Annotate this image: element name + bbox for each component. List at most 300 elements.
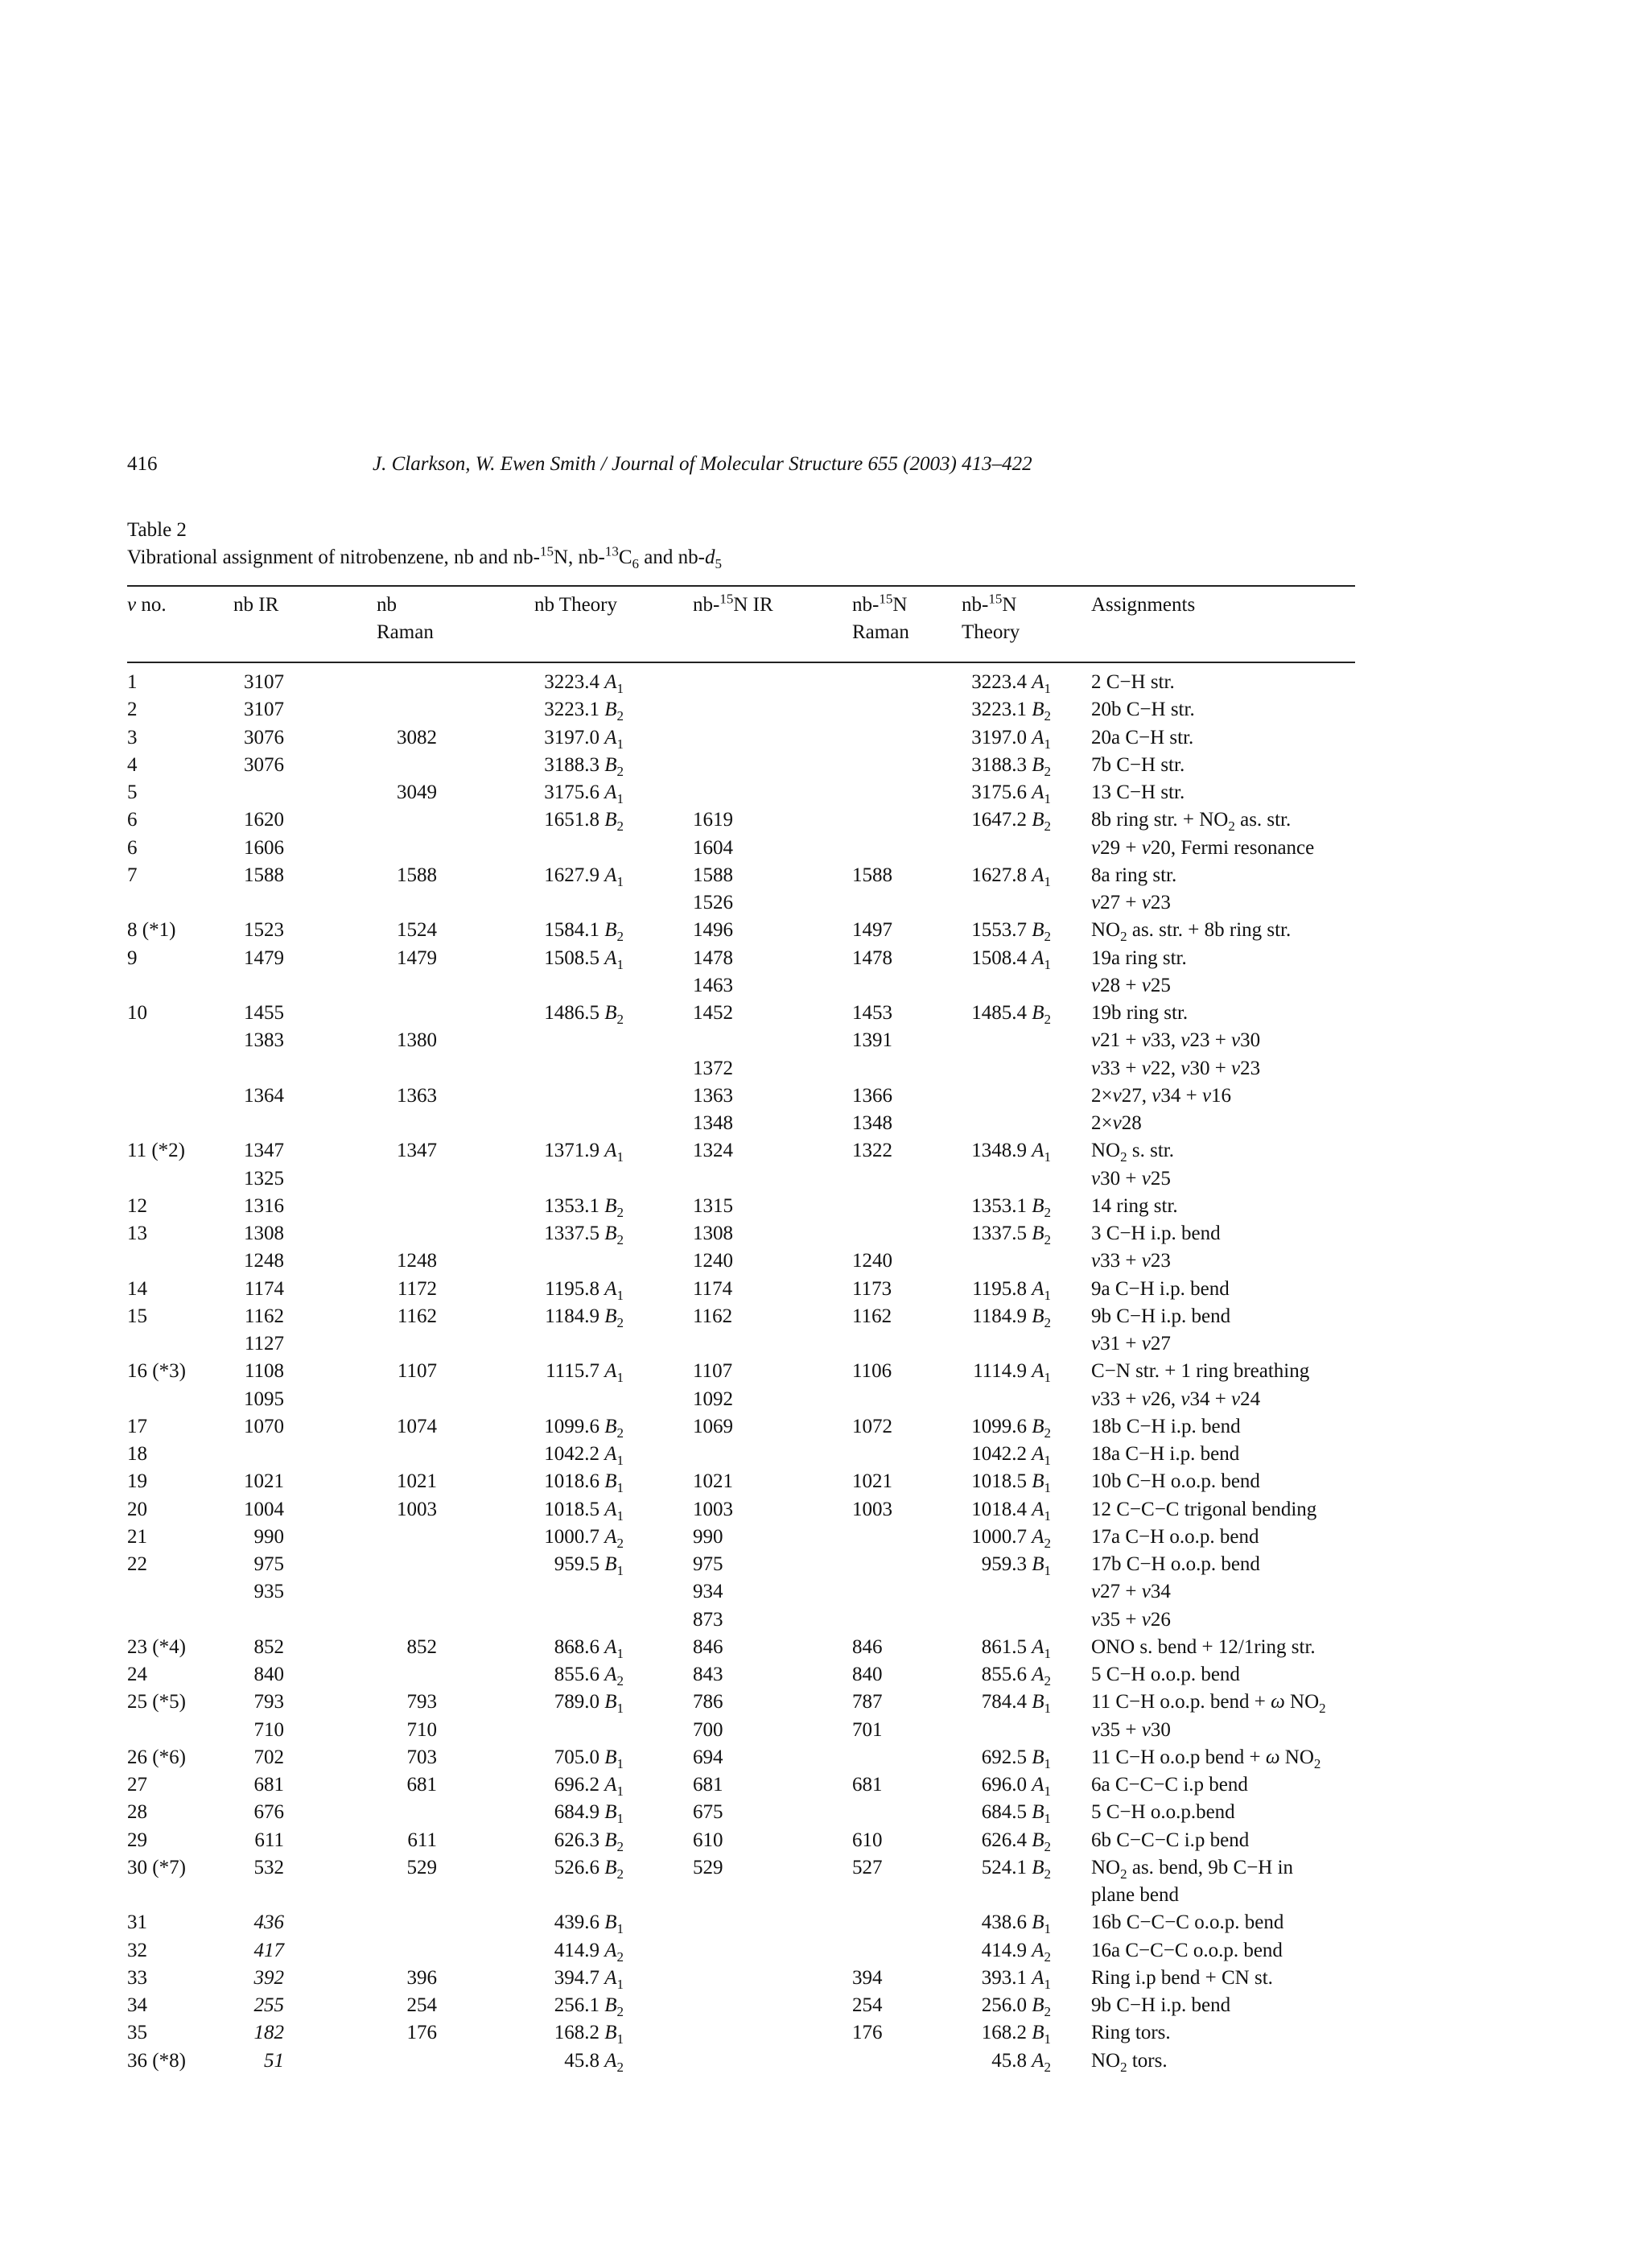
col-nb-ir-cell: 793	[253, 1691, 284, 1713]
col-nu-no-cell: 16 (*3)	[127, 1360, 186, 1383]
col-15n-theory-cell: 1000.7 $A_2$	[971, 1525, 1051, 1551]
col-assignments-cell: $NO_2$ tors.	[1091, 2049, 1168, 2075]
table-row	[0, 1082, 1648, 1110]
col-nb-ir-cell: 1308	[244, 1223, 284, 1244]
col-nu-no-cell: 29	[127, 1829, 147, 1851]
col-15n-theory-cell: 1485.4 $B_2$	[971, 1002, 1051, 1027]
col-nb-theory-cell: 1337.5 $B_2$	[544, 1223, 624, 1247]
col-nu-no-cell: 12	[127, 1194, 147, 1217]
col-nb-theory-cell: 1486.5 $B_2$	[544, 1002, 624, 1027]
table-row	[0, 862, 1648, 889]
col-nb-raman-cell: 3049	[397, 781, 437, 803]
col-nu-no-cell: 7	[127, 864, 138, 886]
col-assignments-cell: ν35 + ν26	[1091, 1608, 1171, 1631]
col-15n-theory-cell: 1018.4 $A_1$	[971, 1498, 1051, 1524]
col-15n-theory-cell: 3197.0 $A_1$	[971, 726, 1051, 752]
col-15n-theory-cell: 45.8 $A_2$	[991, 2049, 1051, 2075]
col-assignments-cell: 10b C−H o.o.p. bend	[1091, 1470, 1260, 1493]
col-nb-ir-cell: 1127	[244, 1333, 284, 1355]
col-nb-raman-cell: 1380	[397, 1029, 437, 1052]
col-nb-raman-cell: 1524	[397, 919, 437, 942]
table-row	[0, 1909, 1648, 1936]
col-assignments-cell: 9b C−H i.p. bend	[1091, 1305, 1231, 1327]
col-nu-no-cell: 23 (*4)	[127, 1635, 186, 1658]
col-15n-theory-cell: 692.5 $B_1$	[981, 1746, 1051, 1771]
col-nu-no-cell: 6	[127, 836, 138, 859]
table-title: Vibrational assignment of nitrobenzene, nb and nb-$^{15}$N, $nb-^{13}C_6$ and $nb-d_5$	[127, 543, 722, 571]
col-nb-theory-header: nb Theory	[534, 594, 617, 616]
col-nb-theory-cell: 256.1 $B_2$	[554, 1994, 624, 2019]
col-15n-ir-cell: 846	[693, 1635, 723, 1658]
table-row	[0, 917, 1648, 944]
col-nb-raman-cell: 611	[407, 1829, 437, 1851]
table-row	[0, 1358, 1648, 1385]
col-nu-no-cell: 25 (*5)	[127, 1691, 186, 1713]
col-nb-ir-cell: 1325	[244, 1167, 284, 1190]
col-assignments-cell: ν29 + ν20, Fermi resonance	[1091, 836, 1315, 859]
col-nb-theory-cell: 3223.1 $B_2$	[544, 699, 624, 724]
col-15n-raman-cell: 394	[852, 1966, 883, 1989]
col-nu-no-cell: 3	[127, 726, 138, 748]
table-row	[0, 1689, 1648, 1716]
col-nb-theory-cell: 855.6 $A_2$	[554, 1664, 624, 1689]
col-assignments-cell: 19b ring str.	[1091, 1002, 1189, 1024]
col-nb-theory-cell: 1000.7 $A_2$	[544, 1525, 624, 1551]
col-assignments-cell: 17b C−H o.o.p. bend	[1091, 1553, 1260, 1575]
col-15n-ir-cell: 610	[693, 1829, 723, 1851]
col-nb-ir-cell: 1248	[244, 1250, 284, 1272]
col-15n-raman-cell: 701	[852, 1718, 883, 1741]
col-assignments-cell: 11 C−H o.o.p bend + ω $NO_2$	[1091, 1746, 1321, 1771]
col-15n-ir-header: nb-$^{15}$N IR	[693, 591, 773, 616]
col-assignments-cell: ν27 + ν23	[1091, 892, 1171, 913]
col-15n-theory-cell: 393.1 $A_1$	[981, 1966, 1051, 1992]
col-nb-raman-cell: 1162	[397, 1305, 437, 1327]
col-nb-theory-cell: 1018.5 $A_1$	[544, 1498, 624, 1524]
col-nb-raman-cell: 1588	[397, 864, 437, 886]
table-row	[0, 1771, 1648, 1799]
col-15n-theory-cell: 1195.8 $A_1$	[972, 1277, 1051, 1303]
col-15n-theory-cell: 1553.7 $B_2$	[971, 919, 1051, 945]
col-assignments-cell: 6b C−C−C i.p bend	[1091, 1829, 1250, 1851]
col-assignments-cell: 8b ring str. + $NO_2$ as. str.	[1091, 809, 1292, 835]
col-nu-no-cell: 30 (*7)	[127, 1856, 186, 1878]
col-assignments-cell: 8a ring str.	[1091, 864, 1177, 886]
col-15n-ir-cell: 1069	[693, 1415, 733, 1437]
col-nb-ir-cell: 1347	[244, 1140, 284, 1162]
col-nb-theory-cell: 439.6 $B_1$	[554, 1911, 624, 1937]
col-15n-theory-cell: 1348.9 $A_1$	[971, 1140, 1051, 1165]
table-row	[0, 669, 1648, 696]
col-15n-raman-cell: 787	[852, 1691, 883, 1713]
col-nu-no-cell: 22	[127, 1553, 147, 1575]
col-15n-ir-cell: 1174	[693, 1277, 733, 1300]
col-nu-no-cell: 31	[127, 1911, 147, 1934]
table-row	[0, 1799, 1648, 1826]
col-15n-theory-header: nb-$^{15}$N Theory	[962, 591, 1020, 643]
col-assignments-cell: ν31 + ν27	[1091, 1333, 1171, 1355]
col-assignments-cell: $NO_2$ s. str.	[1091, 1140, 1174, 1165]
col-nb-ir-cell: 681	[253, 1774, 284, 1796]
col-15n-raman-cell: 254	[852, 1994, 883, 2016]
col-nb-ir-cell: 1588	[244, 864, 284, 886]
col-assignments-cell: 18a C−H i.p. bend	[1091, 1443, 1240, 1465]
col-nb-ir-cell: 392	[253, 1966, 284, 1989]
col-nb-raman-cell: 1172	[397, 1277, 437, 1300]
col-15n-ir-cell: 1588	[693, 864, 733, 886]
col-assignments-cell: ν28 + ν25	[1091, 974, 1171, 996]
table-row	[0, 1137, 1648, 1165]
col-assignments-cell: 11 C−H o.o.p. bend + ω $NO_2$	[1091, 1691, 1326, 1717]
col-assignments-cell: Ring tors.	[1091, 2022, 1171, 2044]
col-assignments-cell: 18b C−H i.p. bend	[1091, 1415, 1241, 1437]
table-row	[0, 1717, 1648, 1744]
col-15n-ir-cell: 1496	[693, 919, 733, 942]
col-15n-raman-cell: 610	[852, 1829, 883, 1851]
col-nb-raman-cell: 1479	[397, 946, 437, 969]
journal-citation: J. Clarkson, W. Ewen Smith / Journal of Molecular Structure 655 (2003) 413–422	[373, 453, 1032, 475]
table-row	[0, 752, 1648, 779]
col-nb-theory-cell: 1584.1 $B_2$	[544, 919, 624, 945]
col-nu-no-cell: 27	[127, 1774, 147, 1796]
table-row	[0, 1413, 1648, 1441]
col-15n-ir-cell: 1348	[693, 1112, 733, 1134]
col-15n-raman-cell: 1072	[852, 1415, 892, 1437]
col-15n-raman-cell: 1173	[852, 1277, 892, 1300]
col-nb-raman-cell: 3082	[397, 726, 437, 748]
col-15n-ir-cell: 681	[693, 1774, 723, 1796]
col-15n-raman-cell: 1366	[852, 1084, 892, 1107]
col-nb-ir-cell: 1108	[244, 1360, 284, 1383]
col-nb-raman-cell: 1003	[397, 1498, 437, 1520]
col-nu-no-cell: 4	[127, 753, 138, 776]
col-15n-raman-cell: 1348	[852, 1112, 892, 1134]
col-15n-ir-cell: 934	[693, 1581, 723, 1603]
running-header	[127, 453, 1366, 480]
col-nb-raman-cell: 1107	[397, 1360, 437, 1383]
col-15n-theory-cell: 168.2 $B_1$	[981, 2022, 1051, 2047]
col-assignments-header: Assignments	[1091, 594, 1196, 616]
col-nb-raman-cell: 852	[406, 1635, 437, 1658]
col-nb-ir-cell: 1455	[244, 1002, 284, 1024]
col-nb-raman-cell: 1021	[397, 1470, 437, 1493]
col-nu-no-cell: 19	[127, 1470, 147, 1493]
table-row	[0, 1992, 1648, 2019]
col-nb-theory-cell: 1353.1 $B_2$	[544, 1194, 624, 1220]
col-15n-raman-cell: 527	[852, 1856, 883, 1878]
col-nb-ir-cell: 1095	[244, 1388, 284, 1410]
col-nu-no-cell: 24	[127, 1664, 147, 1685]
table-row	[0, 1827, 1648, 1854]
col-15n-ir-cell: 1003	[693, 1498, 733, 1520]
col-nb-ir-cell: 1316	[244, 1194, 284, 1217]
col-assignments-cell: ν30 + ν25	[1091, 1167, 1171, 1190]
col-nb-raman-cell: 1248	[397, 1250, 437, 1272]
table-row	[0, 1965, 1648, 1992]
col-nb-ir-cell: 710	[253, 1718, 284, 1741]
table-row	[0, 1468, 1648, 1495]
col-15n-theory-cell: 784.4 $B_1$	[981, 1691, 1051, 1717]
table-row	[0, 696, 1648, 724]
col-15n-ir-cell: 1107	[693, 1360, 733, 1383]
col-nb-theory-cell: 1195.8 $A_1$	[545, 1277, 624, 1303]
col-assignments-cell: Ring i.p bend + CN st.	[1091, 1966, 1273, 1989]
col-assignments-cell: 20b C−H str.	[1091, 699, 1195, 721]
col-15n-ir-cell: 1604	[693, 836, 733, 859]
col-nu-no-cell: 26 (*6)	[127, 1746, 186, 1768]
col-15n-ir-cell: 1478	[693, 946, 733, 969]
col-nb-theory-cell: 696.2 $A_1$	[554, 1774, 624, 1799]
col-assignments-cell: 16b C−C−C o.o.p. bend	[1091, 1911, 1284, 1934]
col-assignments-cell: ν27 + ν34	[1091, 1581, 1171, 1603]
col-15n-theory-cell: 1508.4 $A_1$	[971, 946, 1051, 972]
col-nu-no-cell: 33	[127, 1966, 147, 1989]
col-nb-ir-cell: 1070	[244, 1415, 284, 1437]
col-nb-raman-cell: 1347	[397, 1140, 437, 1162]
col-assignments-cell: 5 C−H o.o.p.bend	[1091, 1801, 1235, 1824]
col-15n-ir-cell: 1162	[693, 1305, 733, 1327]
col-15n-theory-cell: 684.5 $B_1$	[981, 1801, 1051, 1827]
col-15n-ir-cell: 529	[693, 1856, 723, 1878]
col-assignments-cell: 2×ν27, ν34 + ν16	[1091, 1084, 1232, 1107]
col-assignments-cell: $NO_2$ as. bend, 9b C−H in	[1091, 1856, 1294, 1882]
col-15n-ir-cell: 873	[693, 1608, 723, 1631]
table-row	[0, 806, 1648, 834]
col-nb-raman-cell: 710	[406, 1718, 437, 1741]
table-row	[0, 1882, 1648, 1909]
table-row	[0, 972, 1648, 1000]
col-nu-no-cell: 35	[127, 2022, 147, 2044]
col-nu-no-cell: 5	[127, 781, 138, 803]
col-15n-theory-cell: 256.0 $B_2$	[981, 1994, 1051, 2019]
col-15n-theory-cell: 1353.1 $B_2$	[971, 1194, 1051, 1220]
col-nb-raman-header: nb Raman	[377, 594, 434, 643]
col-nb-raman-cell: 254	[406, 1994, 437, 2016]
col-nb-ir-cell: 3107	[244, 671, 284, 693]
col-nb-raman-cell: 396	[406, 1966, 437, 1989]
col-nb-ir-cell: 3076	[244, 753, 284, 776]
col-nu-no-cell: 21	[127, 1525, 147, 1548]
col-15n-ir-cell: 1619	[693, 809, 733, 831]
col-assignments-cell: 5 C−H o.o.p. bend	[1091, 1664, 1240, 1685]
col-nb-theory-cell: 684.9 $B_1$	[554, 1801, 624, 1827]
col-assignments-cell: 17a C−H o.o.p. bend	[1091, 1525, 1259, 1548]
table-caption	[127, 517, 722, 571]
col-nb-theory-cell: 414.9 $A_2$	[554, 1939, 624, 1965]
col-15n-ir-cell: 675	[693, 1801, 723, 1824]
table-row	[0, 1247, 1648, 1275]
col-15n-theory-cell: 1042.2 $A_1$	[971, 1443, 1051, 1468]
col-15n-raman-cell: 1391	[852, 1029, 892, 1052]
col-nu-no-cell: 36 (*8)	[127, 2049, 186, 2072]
col-assignments-cell: 2 C−H str.	[1091, 671, 1175, 693]
col-nb-theory-cell: 1508.5 $A_1$	[544, 946, 624, 972]
col-nu-no-cell: 34	[127, 1994, 147, 2016]
col-15n-theory-cell: 3223.4 $A_1$	[971, 671, 1051, 696]
table-row	[0, 1496, 1648, 1524]
col-nu-no-cell: 28	[127, 1801, 147, 1824]
table-row	[0, 1386, 1648, 1413]
col-nb-raman-cell: 1363	[397, 1084, 437, 1107]
col-nb-theory-cell: 1018.6 $B_1$	[544, 1470, 624, 1496]
col-15n-ir-cell: 843	[693, 1664, 723, 1685]
col-15n-ir-cell: 694	[693, 1746, 723, 1768]
col-assignments-cell: 9b C−H i.p. bend	[1091, 1994, 1231, 2016]
table-row	[0, 1000, 1648, 1027]
col-15n-ir-cell: 990	[693, 1525, 723, 1548]
col-nb-ir-cell: 417	[253, 1939, 284, 1961]
col-nb-ir-cell: 1364	[244, 1084, 284, 1107]
col-assignments-cell: $NO_2$ as. str. + 8b ring str.	[1091, 919, 1292, 945]
col-15n-theory-cell: 1627.8 $A_1$	[971, 864, 1051, 889]
col-15n-ir-cell: 975	[693, 1553, 723, 1575]
col-15n-theory-cell: 1647.2 $B_2$	[971, 809, 1051, 835]
col-nu-no-cell: 20	[127, 1498, 147, 1520]
col-nb-theory-cell: 168.2 $B_1$	[554, 2022, 624, 2047]
table-row	[0, 1055, 1648, 1082]
col-nb-theory-cell: 3175.6 $A_1$	[544, 781, 624, 806]
col-nb-theory-cell: 45.8 $A_2$	[564, 2049, 624, 2075]
col-nb-ir-cell: 975	[253, 1553, 284, 1575]
col-nu-no-cell: 15	[127, 1305, 147, 1327]
col-nb-theory-cell: 868.6 $A_1$	[554, 1635, 624, 1661]
table-row	[0, 1937, 1648, 1965]
col-15n-raman-cell: 1162	[852, 1305, 892, 1327]
table-row	[0, 724, 1648, 752]
col-15n-ir-cell: 1372	[693, 1057, 733, 1079]
table-row	[0, 1634, 1648, 1661]
col-nu-no-cell: 2	[127, 699, 138, 721]
table-row	[0, 779, 1648, 806]
col-assignments-cell: 20a C−H str.	[1091, 726, 1194, 748]
col-assignments-cell: ν33 + ν22, ν30 + ν23	[1091, 1057, 1261, 1079]
col-15n-raman-cell: 846	[852, 1635, 883, 1658]
col-assignments-cell: ONO s. bend + 12/1ring str.	[1091, 1635, 1316, 1658]
table-row	[0, 1193, 1648, 1220]
col-15n-ir-cell: 786	[693, 1691, 723, 1713]
table-row	[0, 1744, 1648, 1771]
col-assignments-cell: ν33 + ν23	[1091, 1250, 1171, 1272]
col-15n-raman-cell: 840	[852, 1664, 883, 1685]
col-15n-raman-cell: 1106	[852, 1360, 892, 1383]
col-nu-no-cell: 8 (*1)	[127, 919, 176, 942]
col-nb-ir-cell: 182	[253, 2022, 284, 2044]
col-15n-ir-cell: 1452	[693, 1002, 733, 1024]
col-nb-theory-cell: 1371.9 $A_1$	[544, 1140, 624, 1165]
col-15n-theory-cell: 1018.5 $B_1$	[971, 1470, 1051, 1496]
col-nu-no-cell: 13	[127, 1223, 147, 1244]
col-15n-theory-cell: 855.6 $A_2$	[981, 1664, 1051, 1689]
col-nb-raman-cell: 176	[406, 2022, 437, 2044]
col-nb-ir-cell: 3107	[244, 699, 284, 721]
table-row	[0, 1165, 1648, 1193]
col-15n-raman-header: nb-$^{15}$N Raman	[852, 591, 909, 643]
col-nb-theory-cell: 1184.9 $B_2$	[545, 1305, 624, 1330]
col-15n-raman-cell: 1322	[852, 1140, 892, 1162]
col-assignments-cell: 16a C−C−C o.o.p. bend	[1091, 1939, 1283, 1961]
table-row	[0, 1551, 1648, 1578]
col-nb-raman-cell: 529	[406, 1856, 437, 1878]
col-nb-ir-cell: 852	[253, 1635, 284, 1658]
col-nu-no-cell: 6	[127, 809, 138, 831]
table-row	[0, 1606, 1648, 1634]
col-15n-theory-cell: 3188.3 $B_2$	[971, 753, 1051, 779]
col-nb-ir-cell: 1523	[244, 919, 284, 942]
col-15n-ir-cell: 700	[693, 1718, 723, 1741]
col-assignments-cell: plane bend	[1091, 1884, 1179, 1906]
table-row	[0, 2047, 1648, 2075]
col-nu-no-cell: 32	[127, 1939, 147, 1961]
col-15n-ir-cell: 1363	[693, 1084, 733, 1107]
col-nb-ir-cell: 1606	[244, 836, 284, 859]
table-row	[0, 1854, 1648, 1882]
col-nu-no-cell: 10	[127, 1002, 147, 1024]
table-row	[0, 1578, 1648, 1606]
col-assignments-cell: 6a C−C−C i.p bend	[1091, 1774, 1248, 1796]
table-row	[0, 1027, 1648, 1054]
col-nb-ir-cell: 1479	[244, 946, 284, 969]
table-row	[0, 1110, 1648, 1137]
table-top-rule	[127, 585, 1355, 587]
col-15n-theory-cell: 438.6 $B_1$	[981, 1911, 1051, 1937]
table-row	[0, 1303, 1648, 1330]
col-nb-theory-cell: 789.0 $B_1$	[554, 1691, 624, 1717]
col-nb-theory-cell: 1042.2 $A_1$	[544, 1443, 624, 1468]
col-nb-raman-cell: 793	[406, 1691, 437, 1713]
col-nb-ir-cell: 990	[253, 1525, 284, 1548]
col-assignments-cell: 13 C−H str.	[1091, 781, 1185, 803]
col-assignments-cell: 7b C−H str.	[1091, 753, 1185, 776]
table-row	[0, 945, 1648, 972]
col-nu-no-cell: 9	[127, 946, 138, 969]
col-nb-theory-cell: 3223.4 $A_1$	[544, 671, 624, 696]
col-nb-ir-cell: 1383	[244, 1029, 284, 1052]
col-15n-ir-cell: 1526	[693, 892, 733, 913]
col-nb-ir-cell: 840	[253, 1664, 284, 1685]
col-15n-theory-cell: 524.1 $B_2$	[981, 1856, 1051, 1882]
col-15n-theory-cell: 1114.9 $A_1$	[973, 1360, 1051, 1386]
col-15n-ir-cell: 1463	[693, 974, 733, 996]
col-15n-theory-cell: 1337.5 $B_2$	[971, 1223, 1051, 1247]
col-15n-raman-cell: 1021	[852, 1470, 892, 1493]
col-nb-ir-cell: 436	[253, 1911, 284, 1934]
col-nb-theory-cell: 1115.7 $A_1$	[546, 1360, 624, 1386]
col-15n-theory-cell: 696.0 $A_1$	[981, 1774, 1051, 1799]
col-nb-raman-cell: 1074	[397, 1415, 437, 1437]
col-nb-ir-cell: 1004	[244, 1498, 284, 1520]
col-nb-theory-cell: 394.7 $A_1$	[554, 1966, 624, 1992]
col-15n-ir-cell: 1021	[693, 1470, 733, 1493]
table-row	[0, 835, 1648, 862]
col-nb-ir-cell: 935	[253, 1581, 284, 1603]
col-nb-theory-cell: 959.5 $B_1$	[554, 1553, 624, 1578]
col-15n-theory-cell: 626.4 $B_2$	[981, 1829, 1051, 1854]
table-row	[0, 889, 1648, 917]
col-assignments-cell: 12 C−C−C trigonal bending	[1091, 1498, 1317, 1520]
col-15n-raman-cell: 1453	[852, 1002, 892, 1024]
col-assignments-cell: 2×ν28	[1091, 1112, 1142, 1134]
col-15n-raman-cell: 1240	[852, 1250, 892, 1272]
col-nb-ir-cell: 1620	[244, 809, 284, 831]
col-15n-ir-cell: 1092	[693, 1388, 733, 1410]
col-assignments-cell: C−N str. + 1 ring breathing	[1091, 1360, 1310, 1383]
col-15n-ir-cell: 1240	[693, 1250, 733, 1272]
col-nb-ir-header: nb IR	[233, 594, 279, 616]
col-nu-no-cell: 14	[127, 1277, 147, 1300]
col-nb-ir-cell: 1162	[244, 1305, 284, 1327]
table-row	[0, 1220, 1648, 1247]
col-15n-raman-cell: 176	[852, 2022, 883, 2044]
